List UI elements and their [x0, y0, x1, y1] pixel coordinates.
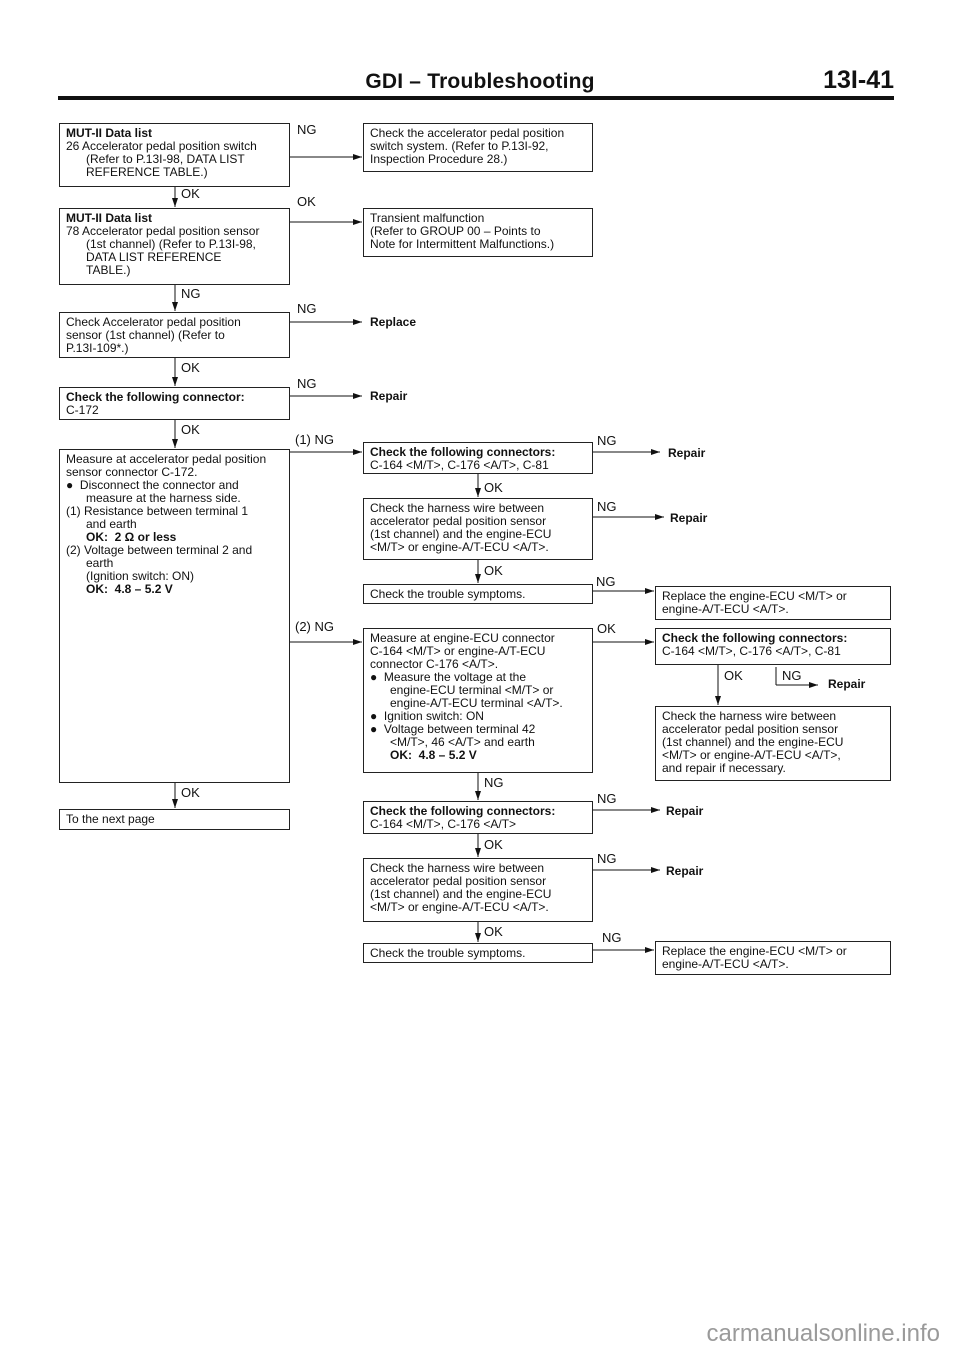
label-ok: OK — [484, 837, 503, 852]
label-ng: NG — [597, 791, 617, 806]
action-repair: Repair — [370, 389, 408, 403]
action-repair: Repair — [668, 446, 706, 460]
label-ok: OK — [181, 785, 200, 800]
step-box-transient-malfunction: Transient malfunction (Refer to GROUP 00 – Points to Note for Intermittent Malfunctions.) — [363, 208, 593, 257]
step-box-mut-data-list-78: MUT-II Data list 78 Accelerator pedal position sensor (1st channel) (Refer to P.13I-98, DATA LIST REFERENCE TABLE.) — [59, 208, 290, 285]
step-box-next-page: To the next page — [59, 809, 290, 830]
label-ok: OK — [181, 186, 200, 201]
action-repair: Repair — [670, 511, 708, 525]
step-box-measure-sensor-connector: Measure at accelerator pedal position sensor connector C-172. ● Disconnect the connector and measure at the harness side. (1) Resistance between terminal 1 and earth OK: 2 Ω or less (2) Voltage between terminal 2 and earth (Ignition switch: ON) OK: 4.8 – 5.2 V — [59, 449, 290, 783]
step-box-measure-ecu-connector: Measure at engine-ECU connector C-164 <M/T> or engine-A/T-ECU connector C-176 <A/T>. ● Measure the voltage at the engine-ECU terminal <M/T> or engine-A/T-ECU terminal <A/T>. ● Ignition switch: ON ● Voltage between terminal 42 <M/T>, 46 <A/T> and earth OK: 4.8 – 5.2 V — [363, 628, 593, 773]
step-box-replace-ecu: Replace the engine-ECU <M/T> or engine-A/T-ECU <A/T>. — [655, 586, 891, 620]
step-box-harness-repair: Check the harness wire between accelerator pedal position sensor (1st channel) and the engine-ECU <M/T> or engine-A/T-ECU <A/T>, and repair if necessary. — [655, 706, 891, 781]
action-repair: Repair — [828, 677, 866, 691]
action-replace: Replace — [370, 315, 417, 329]
label-ng-2: (2) NG — [295, 619, 334, 634]
label-ng: NG — [297, 122, 317, 137]
label-ng: NG — [602, 930, 622, 945]
step-box-check-accel-switch: Check the accelerator pedal position switch system. (Refer to P.13I-92, Inspection Procedure 28.) — [363, 123, 593, 172]
step-box-check-harness-wire-2: Check the harness wire between accelerator pedal position sensor (1st channel) and the engine-ECU <M/T> or engine-A/T-ECU <A/T>. — [363, 858, 593, 922]
label-ng: NG — [782, 668, 802, 683]
label-ok: OK — [181, 360, 200, 375]
step-box-check-harness-wire: Check the harness wire between accelerator pedal position sensor (1st channel) and the engine-ECU <M/T> or engine-A/T-ECU <A/T>. — [363, 498, 593, 560]
step-box-check-connectors-right: Check the following connectors: C-164 <M/T>, C-176 <A/T>, C-81 — [655, 628, 891, 665]
label-ng: NG — [297, 301, 317, 316]
label-ok: OK — [484, 563, 503, 578]
step-box-mut-data-list-26: MUT-II Data list 26 Accelerator pedal position switch (Refer to P.13I-98, DATA LIST REFERENCE TABLE.) — [59, 123, 290, 187]
label-ng: NG — [181, 286, 201, 301]
label-ng: NG — [597, 851, 617, 866]
action-repair: Repair — [666, 864, 704, 878]
label-ok: OK — [484, 480, 503, 495]
label-ok: OK — [181, 422, 200, 437]
page-title: GDI – Troubleshooting — [365, 70, 595, 93]
step-box-check-connector-c172: Check the following connector: C-172 — [59, 387, 290, 420]
step-box-check-trouble-symptoms: Check the trouble symptoms. — [363, 584, 593, 604]
step-box-replace-ecu-2: Replace the engine-ECU <M/T> or engine-A/T-ECU <A/T>. — [655, 941, 891, 975]
watermark: carmanualsonline.info — [706, 1320, 940, 1347]
label-ng-1: (1) NG — [295, 432, 334, 447]
step-box-check-trouble-symptoms-2: Check the trouble symptoms. — [363, 943, 593, 963]
label-ok: OK — [597, 621, 616, 636]
page-number: 13I-41 — [823, 66, 894, 94]
step-box-check-connectors-c164-c176: Check the following connectors: C-164 <M/T>, C-176 <A/T> — [363, 801, 593, 834]
label-ng: NG — [297, 376, 317, 391]
label-ng: NG — [597, 433, 617, 448]
label-ng: NG — [597, 499, 617, 514]
label-ok: OK — [724, 668, 743, 683]
step-box-check-connectors-c164-c176-c81: Check the following connectors: C-164 <M/T>, C-176 <A/T>, C-81 — [363, 442, 593, 474]
label-ok: OK — [297, 194, 316, 209]
action-repair: Repair — [666, 804, 704, 818]
label-ok: OK — [484, 924, 503, 939]
label-ng: NG — [596, 574, 616, 589]
label-ng: NG — [484, 775, 504, 790]
step-box-check-sensor: Check Accelerator pedal position sensor (1st channel) (Refer to P.13I-109*.) — [59, 312, 290, 358]
